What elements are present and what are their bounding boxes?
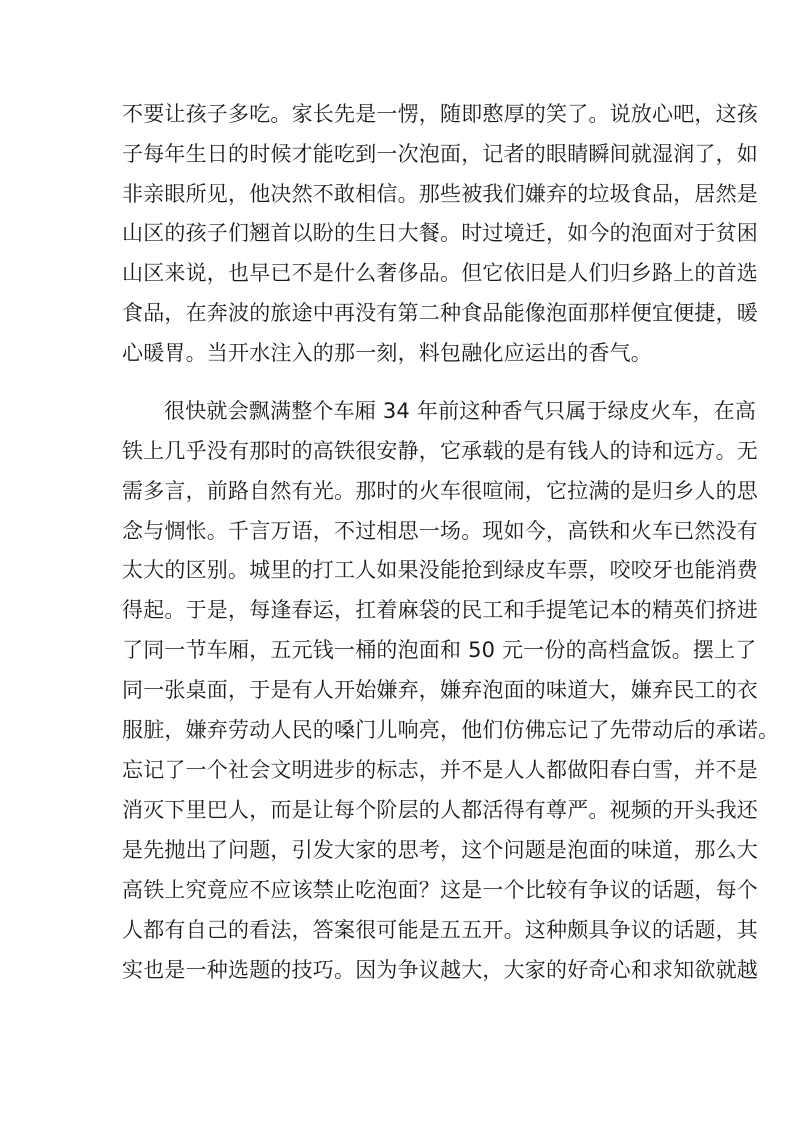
text-line: 服脏，嫌弃劳动人民的嗓门儿响亮，他们仿佛忘记了先带动后的承诺。 <box>122 718 780 742</box>
text-line: 实也是一种选题的技巧。因为争议越大，大家的好奇心和求知欲就越 <box>122 958 758 982</box>
text-line: 太大的区别。城里的打工人如果没能抢到绿皮车票，咬咬牙也能消费 <box>122 558 758 582</box>
text-line: 子每年生日的时候才能吃到一次泡面，记者的眼睛瞬间就湿润了，如 <box>122 142 758 166</box>
text-line: 人都有自己的看法，答案很可能是五五开。这种颇具争议的话题，其 <box>122 918 758 942</box>
text-line: 食品，在奔波的旅途中再没有第二种食品能像泡面那样便宜便捷，暖 <box>122 301 758 325</box>
text-line: 念与惆怅。千言万语，不过相思一场。现如今，高铁和火车已然没有 <box>122 519 758 543</box>
text-line: 铁上几乎没有那时的高铁很安静，它承载的是有钱人的诗和远方。无 <box>122 439 758 463</box>
text-line: 了同一节车厢，五元钱一桶的泡面和 50 元一份的高档盒饭。摆上了 <box>122 638 757 662</box>
text-line: 高铁上究竟应不应该禁止吃泡面？这是一个比较有争议的话题，每个 <box>122 878 758 902</box>
text-line: 山区的孩子们翘首以盼的生日大餐。时过境迁，如今的泡面对于贫困 <box>122 221 758 245</box>
text-line: 不要让孩子多吃。家长先是一愣，随即憨厚的笑了。说放心吧，这孩 <box>122 102 758 126</box>
text-line: 需多言，前路自然有光。那时的火车很喧闹，它拉满的是归乡人的思 <box>122 479 758 503</box>
text-line: 消灭下里巴人，而是让每个阶层的人都活得有尊严。视频的开头我还 <box>122 798 758 822</box>
text-line: 忘记了一个社会文明进步的标志，并不是人人都做阳春白雪，并不是 <box>122 758 758 782</box>
text-line: 是先抛出了问题，引发大家的思考，这个问题是泡面的味道，那么大 <box>122 838 758 862</box>
text-line: 非亲眼所见，他决然不敢相信。那些被我们嫌弃的垃圾食品，居然是 <box>122 182 758 206</box>
text-line: 得起。于是，每逢春运，扛着麻袋的民工和手提笔记本的精英们挤进 <box>122 598 758 622</box>
text-line: 心暖胃。当开水注入的那一刻，料包融化应运出的香气。 <box>122 341 652 365</box>
text-line: 很快就会飘满整个车厢 34 年前这种香气只属于绿皮火车，在高 <box>164 399 757 423</box>
text-line: 同一张桌面，于是有人开始嫌弃，嫌弃泡面的味道大，嫌弃民工的衣 <box>122 678 758 702</box>
text-line: 山区来说，也早已不是什么奢侈品。但它依旧是人们归乡路上的首选 <box>122 261 758 285</box>
